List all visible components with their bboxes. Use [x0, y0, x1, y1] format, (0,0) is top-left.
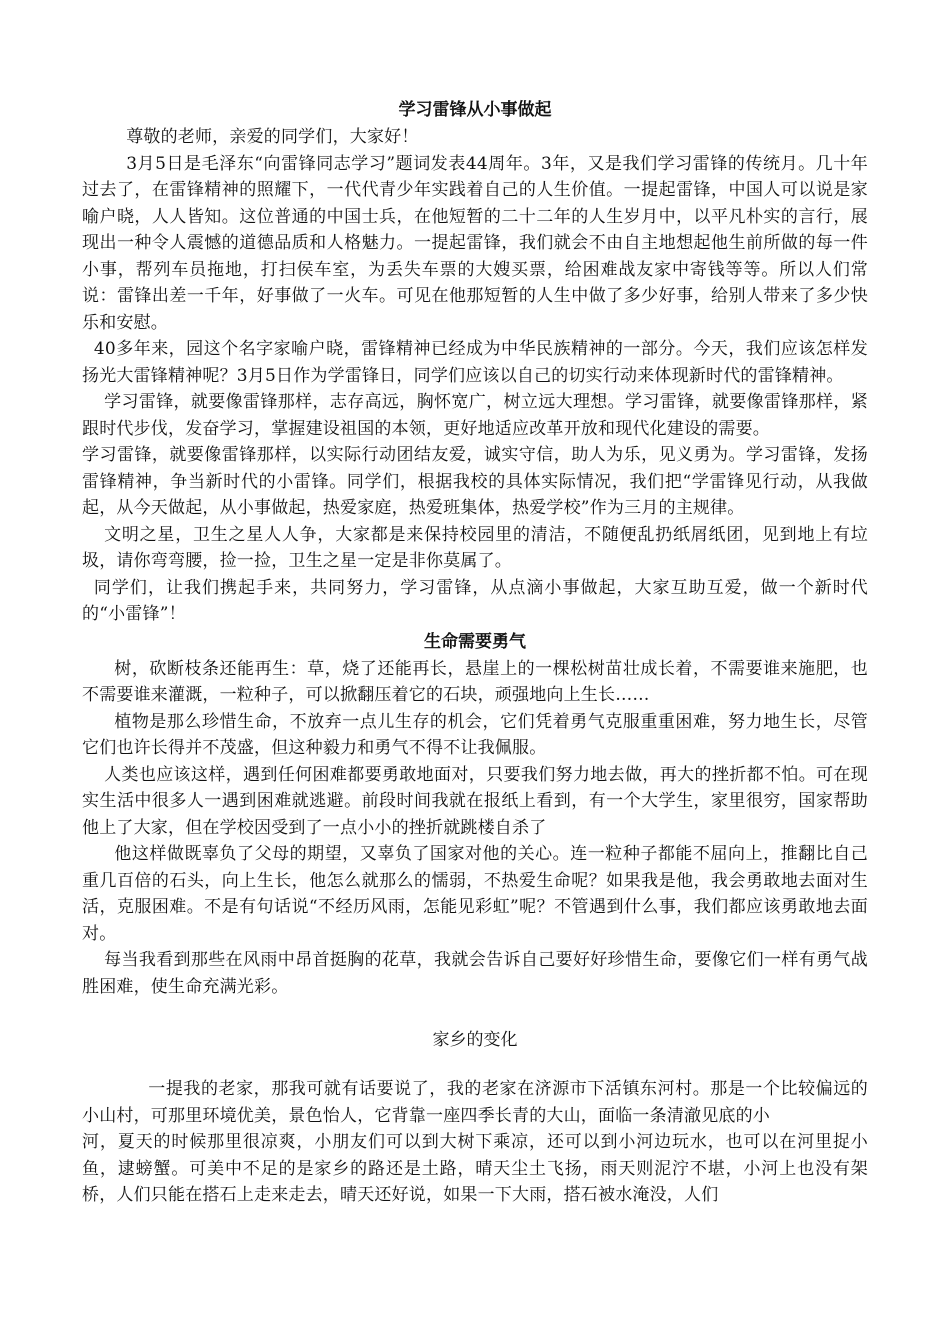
section2-paragraph-2: 植物是那么珍惜生命，不放弃一点儿生存的机会，它们凭着勇气克服重重困难，努力地生长，尽管它们也许长得并不茂盛，但这种毅力和勇气不得不让我佩服。	[82, 711, 868, 758]
spacer	[82, 1000, 868, 1026]
section1-paragraph-1: 3月5日是毛泽东“向雷锋同志学习”题词发表44周年。3年，又是我们学习雷锋的传统月。几十年过去了，在雷锋精神的照耀下，一代代青少年实践着自己的人生价值。一提起雷锋，中国人可以说是家喻户晓，人人皆知。这位普通的中国士兵，在他短暂的二十二年的人生岁月中，以平凡朴实的言行，展现出一种令人震憾的道德品质和人格魅力。一提起雷锋，我们就会不由自主地想起他生前所做的每一件小事，帮列车员拖地，打扫侯车室，为丢失车票的大嫂买票，给困难战友家中寄钱等等。所以人们常说：雷锋出差一千年，好事做了一火车。可见在他那短暂的人生中做了多少好事，给别人带来了多少快乐和安慰。	[82, 153, 868, 333]
section1-paragraph-5: 文明之星，卫生之星人人争，大家都是来保持校园里的清洁，不随便乱扔纸屑纸团，见到地上有垃圾，请你弯弯腰，捡一捡，卫生之星一定是非你莫属了。	[82, 524, 868, 571]
section3-title: 家乡的变化	[432, 1030, 518, 1050]
section1-title: 学习雷锋从小事做起	[398, 100, 552, 120]
section1-paragraph-2: 40多年来，园这个名字家喻户晓，雷锋精神已经成为中华民族精神的一部分。今天，我们应该怎样发扬光大雷锋精神呢？3月5日作为学雷锋日，同学们应该以自己的切实行动来体现新时代的雷锋精神。	[82, 339, 868, 386]
section2-paragraph-4: 他这样做既辜负了父母的期望，又辜负了国家对他的关心。连一粒种子都能不屈向上，推翻比自己重几百倍的石头，向上生长，他怎么就那么的懦弱，不热爱生命呢？如果我是他，我会勇敢地去面对生活，克服困难。不是有句话说“不经历风雨，怎能见彩虹”呢？不管遇到什么事，我们都应该勇敢地去面对。	[82, 844, 868, 944]
section2-paragraph-3: 人类也应该这样，遇到任何困难都要勇敢地面对，只要我们努力地去做，再大的挫折都不怕。可在现实生活中很多人一遇到困难就逃避。前段时间我就在报纸上看到，有一个大学生，家里很穷，国家帮助他上了大家，但在学校因受到了一点小小的挫折就跳楼自杀了	[82, 764, 868, 838]
greeting: 尊敬的老师，亲爱的同学们，大家好！	[126, 127, 419, 147]
section2-title: 生命需要勇气	[424, 631, 526, 652]
section1-paragraph-3: 学习雷锋，就要像雷锋那样，志存高远，胸怀宽广，树立远大理想。学习雷锋，就要像雷锋那样，紧跟时代步伐，发奋学习，掌握建设祖国的本领，更好地适应改革开放和现代化建设的需要。	[82, 392, 868, 439]
section3-paragraph-1: 一提我的老家，那我可就有话要说了，我的老家在济源市下活镇东河村。那是一个比较偏远的小山村，可那里环境优美，景色怡人，它背靠一座四季长青的大山，面临一条清澈见底的小	[82, 1079, 868, 1126]
spacer	[82, 1054, 868, 1076]
section3-paragraph-2: 河，夏天的时候那里很凉爽，小朋友们可以到大树下乘凉，还可以到小河边玩水，也可以在河里捉小鱼，逮螃蟹。可美中不足的是家乡的路还是土路，晴天尘土飞扬，雨天则泥泞不堪，小河上也没有架桥，人们只能在搭石上走来走去，晴天还好说，如果一下大雨，搭石被水淹没，人们	[82, 1132, 868, 1205]
section2-paragraph-5: 每当我看到那些在风雨中昂首挺胸的花草，我就会告诉自己要好好珍惜生命，要像它们一样有勇气战胜困难，使生命充满光彩。	[82, 950, 868, 997]
section2-paragraph-1: 树，砍断枝条还能再生：草，烧了还能再长，悬崖上的一棵松树苗壮成长着，不需要谁来施肥，也不需要谁来灌溉，一粒种子，可以掀翻压着它的石块，顽强地向上生长……	[82, 658, 868, 705]
document-page	[82, 96, 868, 1209]
section1-paragraph-6: 同学们，让我们携起手来，共同努力，学习雷锋，从点滴小事做起，大家互助互爱，做一个新时代的“小雷锋”！	[82, 577, 868, 624]
section1-paragraph-4: 学习雷锋，就要像雷锋那样，以实际行动团结友爱，诚实守信，助人为乐，见义勇为。学习雷锋，发扬雷锋精神，争当新时代的小雷锋。同学们，根据我校的具体实际情况，我们把“学雷锋见行动，从我做起，从今天做起，从小事做起，热爱家庭，热爱班集体，热爱学校”作为三月的主规律。	[82, 445, 868, 518]
